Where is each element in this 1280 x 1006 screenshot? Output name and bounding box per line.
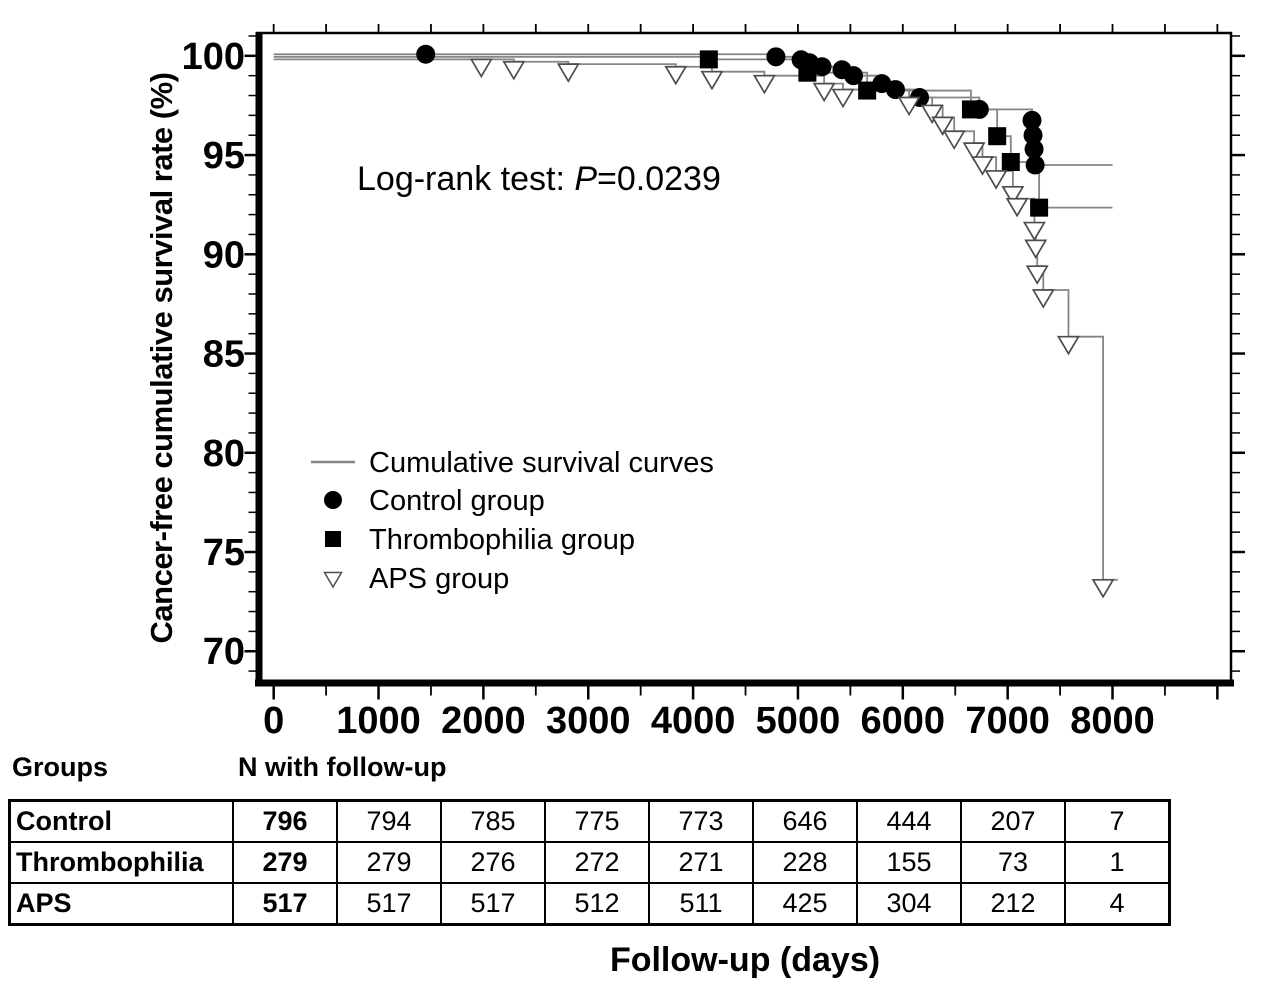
legend-label: Control group	[369, 485, 545, 517]
n-at-risk-cell: 512	[545, 883, 649, 925]
log-rank-annotation: Log-rank test: P=0.0239	[357, 160, 721, 198]
x-tick-label: 4000	[650, 700, 736, 742]
y-axis-ticks	[182, 36, 1245, 673]
legend-item	[325, 563, 510, 595]
square-marker	[962, 100, 980, 118]
triangle-marker	[1033, 290, 1053, 307]
n-at-risk-cell: 276	[441, 842, 545, 883]
legend-square-icon	[325, 531, 341, 547]
triangle-marker	[666, 67, 686, 84]
n-at-risk-cell: 444	[857, 801, 961, 843]
square-marker	[1030, 199, 1048, 217]
triangle-marker	[558, 64, 578, 81]
table-row	[10, 842, 1170, 883]
circle-marker	[766, 47, 785, 66]
group-name-cell: Thrombophilia	[10, 842, 234, 883]
chart-legend	[311, 447, 714, 595]
n-at-risk-cell: 271	[649, 842, 753, 883]
square-marker	[988, 127, 1006, 145]
x-axis-title: Follow-up (days)	[609, 941, 881, 979]
n-at-risk-cell: 279	[233, 842, 337, 883]
n-at-risk-cell: 517	[233, 883, 337, 925]
n-at-risk-cell: 212	[961, 883, 1065, 925]
x-tick-label: 1000	[336, 700, 421, 742]
table-row	[10, 801, 1170, 843]
x-axis-ticks	[263, 24, 1217, 742]
y-tick-label: 95	[202, 135, 245, 178]
triangle-marker	[504, 62, 524, 79]
square-marker	[700, 50, 718, 68]
legend-circle-icon	[324, 491, 342, 509]
n-at-risk-cell: 1	[1065, 842, 1170, 883]
y-tick-label: 100	[181, 35, 245, 78]
n-at-risk-cell: 794	[337, 801, 441, 843]
group-name-cell: APS	[10, 883, 234, 925]
triangle-marker	[1007, 199, 1027, 216]
triangle-marker	[986, 171, 1006, 188]
risk-table-n-header: N with follow-up	[238, 752, 447, 782]
table-row	[10, 883, 1170, 925]
aps-group-markers	[471, 59, 1113, 596]
n-at-risk-cell: 517	[337, 883, 441, 925]
y-tick-label: 70	[202, 631, 245, 674]
square-marker	[798, 64, 816, 82]
triangle-marker	[1058, 337, 1078, 354]
x-tick-label: 2000	[441, 700, 526, 742]
n-at-risk-cell: 228	[753, 842, 857, 883]
legend-triangle-icon	[325, 573, 342, 588]
triangle-marker	[944, 131, 964, 148]
legend-item	[325, 524, 635, 556]
n-at-risk-cell: 425	[753, 883, 857, 925]
circle-marker	[416, 45, 435, 64]
n-at-risk-cell: 207	[961, 801, 1065, 843]
circle-marker	[1026, 155, 1045, 174]
x-tick-label: 0	[263, 700, 285, 742]
x-tick-label: 3000	[545, 700, 631, 742]
triangle-marker	[833, 90, 853, 107]
triangle-marker	[702, 72, 722, 89]
n-at-risk-cell: 785	[441, 801, 545, 843]
triangle-marker	[471, 59, 491, 76]
triangle-marker	[1027, 266, 1047, 283]
x-tick-label: 8000	[1070, 700, 1155, 742]
risk-table-groups-header: Groups	[12, 752, 109, 782]
circle-marker	[886, 80, 905, 99]
n-at-risk-cell: 646	[753, 801, 857, 843]
legend-label: Cumulative survival curves	[369, 447, 714, 479]
triangle-marker	[814, 84, 834, 101]
y-tick-label: 80	[202, 432, 245, 475]
legend-item	[311, 447, 714, 479]
y-tick-label: 90	[202, 234, 245, 277]
legend-item	[324, 485, 545, 517]
triangle-marker	[754, 76, 774, 93]
y-axis-title: Cancer-free cumulative survival rate (%)	[144, 72, 179, 644]
triangle-marker	[1024, 223, 1044, 240]
x-tick-label: 6000	[860, 700, 946, 742]
n-at-risk-cell: 7	[1065, 801, 1170, 843]
n-at-risk-cell: 4	[1065, 883, 1170, 925]
y-tick-label: 85	[202, 333, 245, 376]
risk-table	[8, 799, 1171, 926]
n-at-risk-cell: 517	[441, 883, 545, 925]
x-tick-label: 7000	[965, 700, 1050, 742]
n-at-risk-cell: 511	[649, 883, 753, 925]
n-at-risk-cell: 775	[545, 801, 649, 843]
n-at-risk-cell: 796	[233, 801, 337, 843]
group-name-cell: Control	[10, 801, 234, 843]
legend-label: APS group	[369, 563, 510, 595]
triangle-marker	[1093, 580, 1113, 597]
n-at-risk-cell: 272	[545, 842, 649, 883]
square-marker	[1002, 153, 1020, 171]
n-at-risk-cell: 279	[337, 842, 441, 883]
square-marker	[858, 82, 876, 100]
n-at-risk-cell: 73	[961, 842, 1065, 883]
y-tick-label: 75	[202, 532, 245, 575]
n-at-risk-cell: 304	[857, 883, 961, 925]
legend-label: Thrombophilia group	[369, 524, 635, 556]
triangle-marker	[1026, 240, 1046, 257]
n-at-risk-cell: 773	[649, 801, 753, 843]
n-at-risk-cell: 155	[857, 842, 961, 883]
x-tick-label: 5000	[755, 700, 841, 742]
risk-table-header	[0, 752, 1280, 792]
